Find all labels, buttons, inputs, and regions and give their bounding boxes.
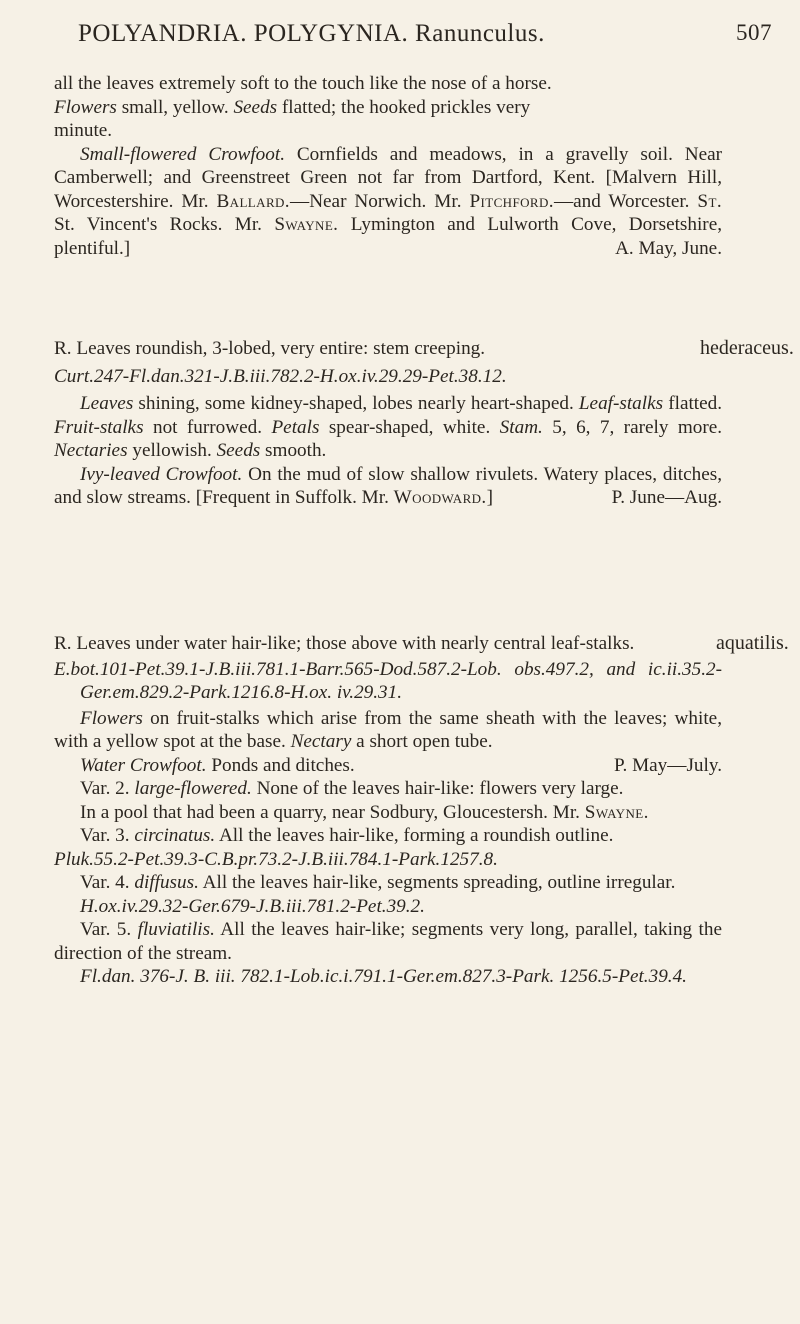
page-number: 507 bbox=[736, 20, 772, 45]
duration-flowering: A. May, June. bbox=[615, 237, 722, 259]
text-line: all the leaves extremely soft to the touch like the nose of a horse. bbox=[54, 73, 552, 94]
block-aquatilis bbox=[54, 632, 722, 989]
references: Pluk.55.2-Pet.39.3-C.B.pr.73.2-J.B.iii.784.1-Park.1257.8. bbox=[54, 848, 498, 870]
habitat-paragraph: Water Crowfoot. Ponds and ditches. P. May—July. bbox=[80, 754, 722, 776]
variety-paragraph: Var. 4. diffusus. All the leaves hair-like, segments spreading, outline irregular. bbox=[80, 872, 676, 893]
text-line: minute. bbox=[54, 120, 113, 141]
running-title: POLYANDRIA. POLYGYNIA. Ranunculus. bbox=[78, 20, 545, 47]
common-name: Small-flowered Crowfoot. bbox=[80, 143, 285, 165]
common-name: Water Crowfoot. bbox=[80, 754, 207, 776]
description-paragraph: Leaves shining, some kidney-shaped, lobes nearly heart-shaped. Leaf-stalks flatted. Fruit-stalks not furrowed. Petals spear-shaped, white. Stam. 5, 6, 7, rarely more. Nectaries yellowish. Seeds smooth. bbox=[54, 393, 723, 461]
variety-paragraph: Var. 3. circinatus. All the leaves hair-like, forming a roundish outline. bbox=[80, 825, 614, 846]
references: E.bot.101-Pet.39.1-J.B.iii.781.1-Barr.565-Dod.587.2-Lob. obs.497.2, and ic.ii.35.2-Ger.em.829.2-Park.1216.8-H.ox. iv.29.31. bbox=[54, 658, 722, 703]
duration-flowering: P. May—July. bbox=[613, 754, 722, 776]
margin-species-name: hederaceus. bbox=[700, 337, 794, 359]
block-hederaceus bbox=[54, 337, 722, 510]
references: Fl.dan. 376-J. B. iii. 782.1-Lob.ic.i.791.1-Ger.em.827.3-Park. 1256.5-Pet.39.4. bbox=[80, 966, 687, 987]
description-paragraph: Flowers on fruit-stalks which arise from the same sheath with the leaves; white, with a yellow spot at the base. Nectary a short open tube. bbox=[54, 707, 722, 752]
common-name: Ivy-leaved Crowfoot. bbox=[80, 463, 243, 485]
species-diagnosis: R. Leaves roundish, 3-lobed, very entire: stem creeping. bbox=[54, 338, 486, 359]
block-small-flowered-crowfoot bbox=[54, 72, 722, 260]
references: H.ox.iv.29.32-Ger.679-J.B.iii.781.2-Pet.39.2. bbox=[80, 895, 425, 917]
variety-paragraph: Var. 5. fluviatilis. All the leaves hair-like; segments very long, parallel, taking the direction of the stream. bbox=[54, 919, 722, 964]
text-line: Flowers small, yellow. Seeds flatted; the hooked prickles very bbox=[54, 96, 531, 118]
species-diagnosis: R. Leaves under water hair-like; those above with nearly central leaf-stalks. bbox=[54, 633, 635, 654]
variety-habitat: In a pool that had been a quarry, near Sodbury, Gloucestersh. Mr. Swayne. bbox=[80, 801, 649, 823]
habitat-paragraph: Ivy-leaved Crowfoot. On the mud of slow shallow rivulets. Watery places, ditches, and slow streams. [Frequent in Suffolk. Mr. Woodward.] P. June—Aug. bbox=[54, 463, 723, 508]
variety-paragraph: Var. 2. large-flowered. None of the leaves hair-like: flowers very large. bbox=[80, 778, 624, 799]
references: Curt.247-Fl.dan.321-J.B.iii.782.2-H.ox.iv.29.29-Pet.38.12. bbox=[54, 365, 507, 387]
duration-flowering: P. June—Aug. bbox=[611, 487, 722, 508]
margin-species-name: aquatilis. bbox=[716, 632, 789, 654]
habitat-paragraph: Small-flowered Crowfoot. Cornfields and meadows, in a gravelly soil. Near Camberwell; and Greenstreet Green not far from Dartford, Kent. [Malvern Hill, Worcestershire. Mr. Ballard.—Near Norwich. Mr. Pitchford.—and Worcester. St. St. Vincent's Rocks. Mr. Swayne. Lymington and Lulworth Cove, Dorsetshire, plentiful.] A. May, June. bbox=[54, 143, 723, 259]
page-header bbox=[78, 20, 772, 48]
